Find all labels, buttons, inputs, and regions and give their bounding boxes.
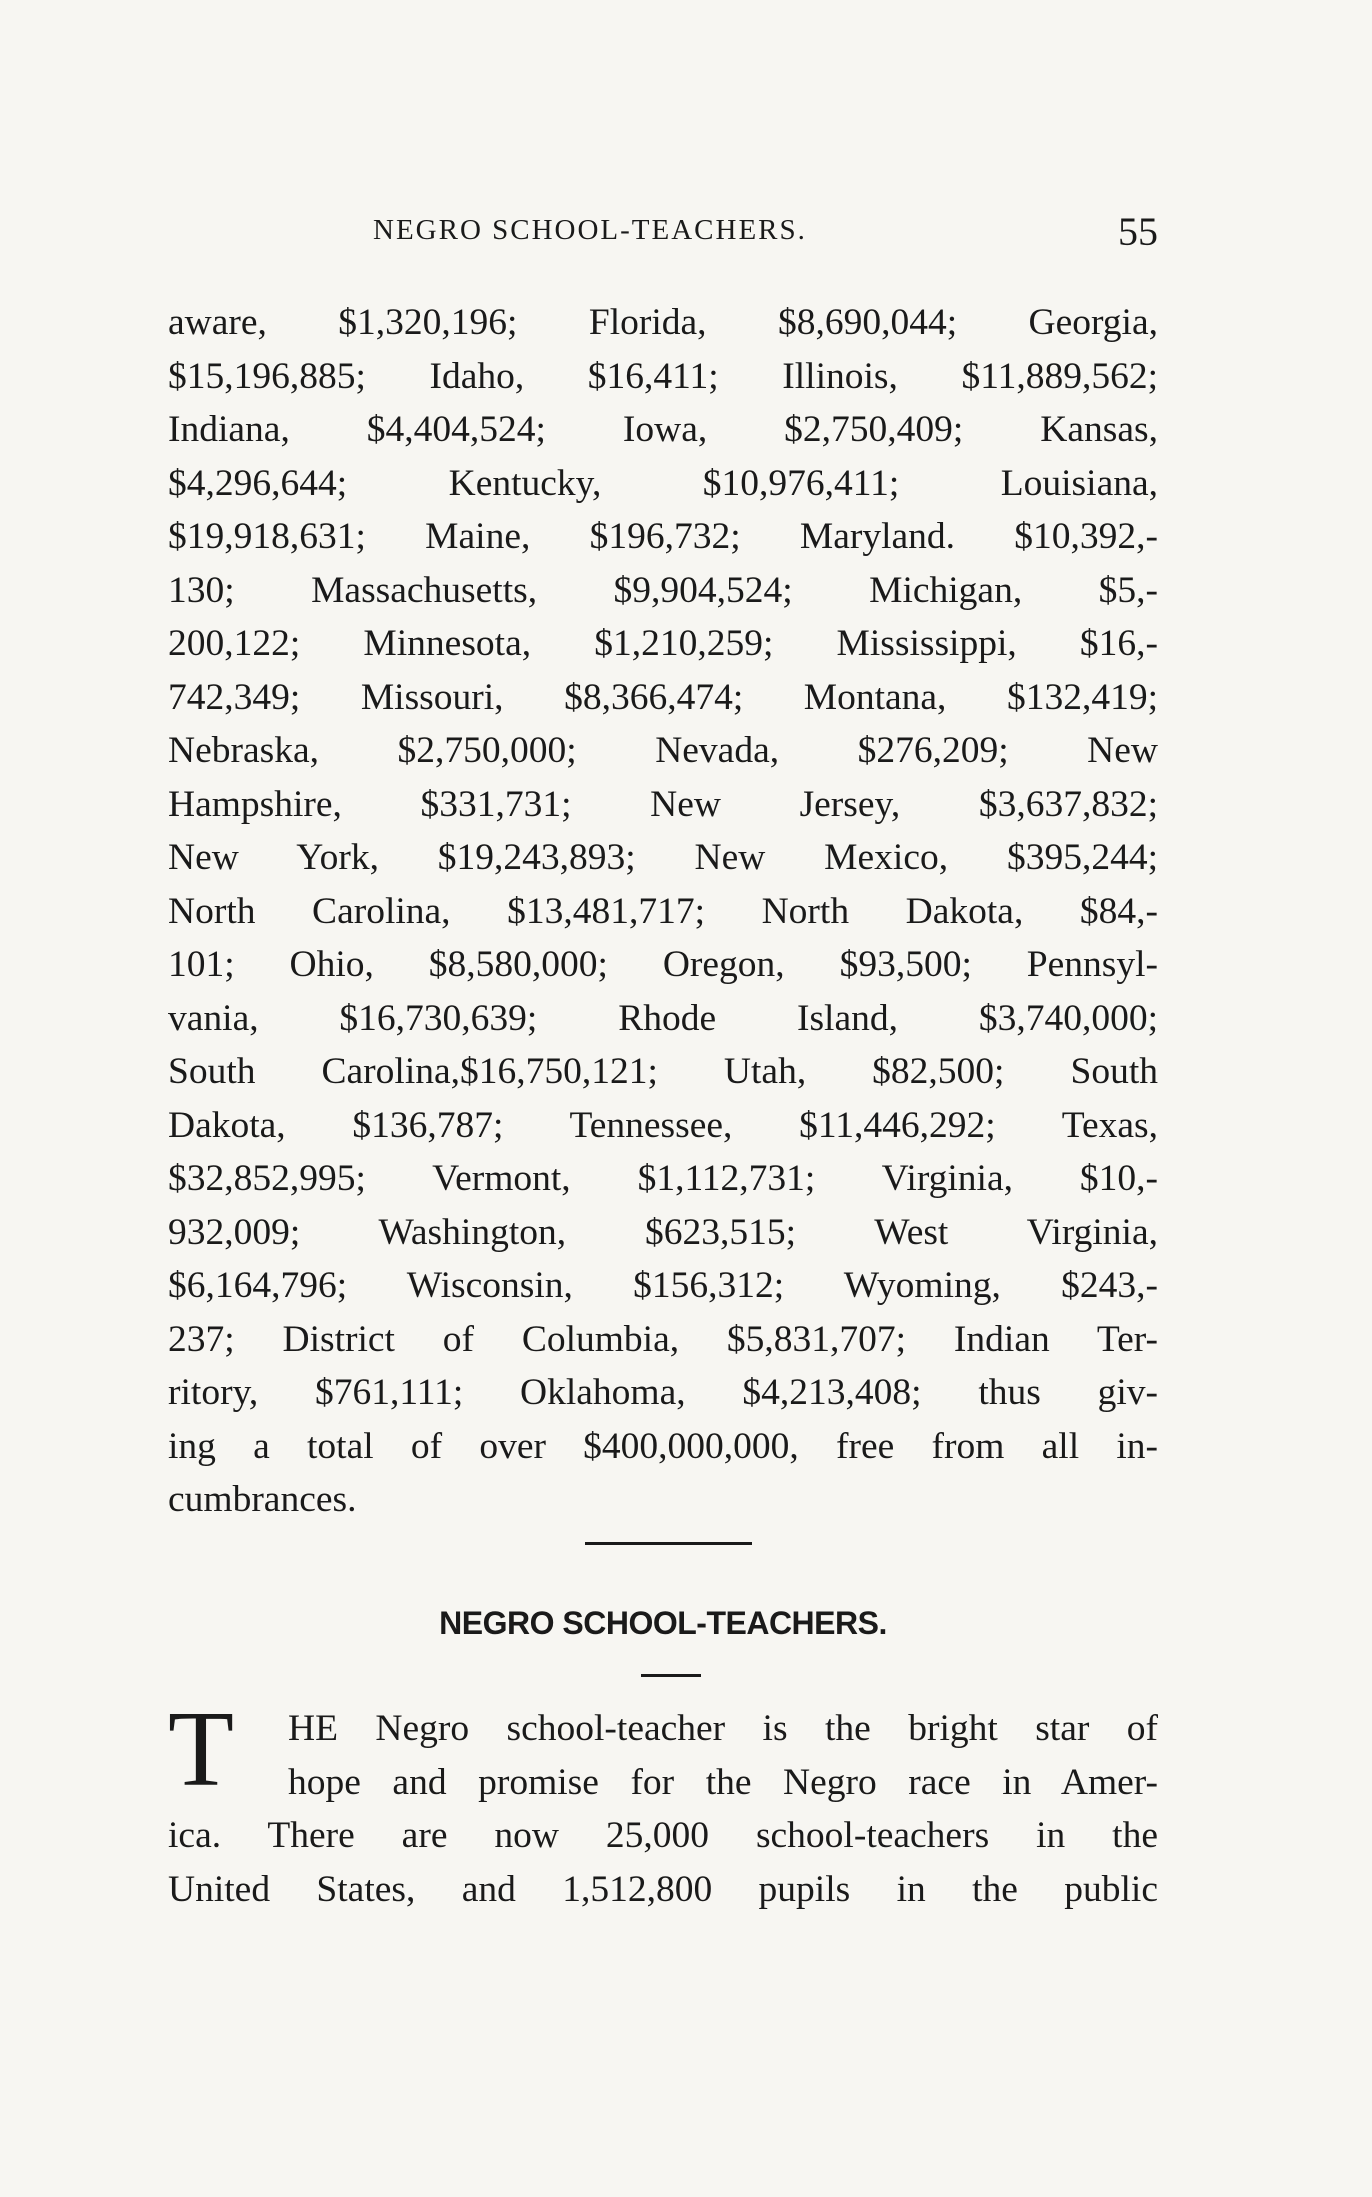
text-line: South Carolina,$16,750,121; Utah, $82,500; South	[168, 1051, 1158, 1092]
text-line: $6,164,796; Wisconsin, $156,312; Wyoming, $243,-	[168, 1265, 1158, 1306]
section-divider	[585, 1542, 752, 1545]
text-line: aware, $1,320,196; Florida, $8,690,044; Georgia,	[168, 302, 1158, 343]
text-line: 200,122; Minnesota, $1,210,259; Mississippi, $16,-	[168, 623, 1158, 664]
section-paragraph	[168, 1702, 1158, 1916]
text-line: 742,349; Missouri, $8,366,474; Montana, $132,419;	[168, 676, 1158, 718]
section-heading: NEGRO SCHOOL-TEACHERS.	[439, 1605, 887, 1641]
running-head	[168, 208, 1158, 268]
text-line: Nebraska, $2,750,000; Nevada, $276,209; New	[168, 730, 1158, 771]
text-line: vania, $16,730,639; Rhode Island, $3,740,000;	[168, 997, 1158, 1039]
heading-underline	[641, 1674, 701, 1677]
running-title: NEGRO SCHOOL-TEACHERS.	[373, 214, 807, 246]
text-line: $4,296,644; Kentucky, $10,976,411; Louisiana,	[168, 462, 1158, 504]
text-line: 130; Massachusetts, $9,904,524; Michigan, $5,-	[168, 569, 1158, 611]
text-line: cumbrances.	[168, 1479, 357, 1520]
text-line: hope and promise for the Negro race in Amer-	[288, 1761, 1158, 1803]
text-line: 237; District of Columbia, $5,831,707; Indian Ter-	[168, 1318, 1158, 1360]
text-line: Hampshire, $331,731; New Jersey, $3,637,832;	[168, 783, 1158, 825]
text-line: $15,196,885; Idaho, $16,411; Illinois, $11,889,562;	[168, 355, 1158, 397]
text-line: United States, and 1,512,800 pupils in the public	[168, 1868, 1158, 1910]
continued-paragraph	[168, 296, 1158, 1527]
text-line: Indiana, $4,404,524; Iowa, $2,750,409; Kansas,	[168, 409, 1158, 450]
text-line: $32,852,995; Vermont, $1,112,731; Virginia, $10,-	[168, 1158, 1158, 1199]
text-line: Dakota, $136,787; Tennessee, $11,446,292; Texas,	[168, 1104, 1158, 1146]
page-number: 55	[1118, 209, 1158, 254]
text-line: New York, $19,243,893; New Mexico, $395,244;	[168, 837, 1158, 878]
drop-cap: T	[168, 1690, 234, 1809]
text-line: 932,009; Washington, $623,515; West Virginia,	[168, 1211, 1158, 1253]
text-line: ing a total of over $400,000,000, free from all in-	[168, 1425, 1158, 1467]
text-line: $19,918,631; Maine, $196,732; Maryland. $10,392,-	[168, 516, 1158, 557]
text-line: ica. There are now 25,000 school-teachers in the	[168, 1815, 1158, 1856]
text-line: North Carolina, $13,481,717; North Dakota, $84,-	[168, 890, 1158, 932]
text-line: ritory, $761,111; Oklahoma, $4,213,408; thus giv-	[168, 1372, 1158, 1413]
text-line: HE Negro school-teacher is the bright star of	[288, 1708, 1158, 1749]
text-line: 101; Ohio, $8,580,000; Oregon, $93,500; Pennsyl-	[168, 944, 1158, 985]
